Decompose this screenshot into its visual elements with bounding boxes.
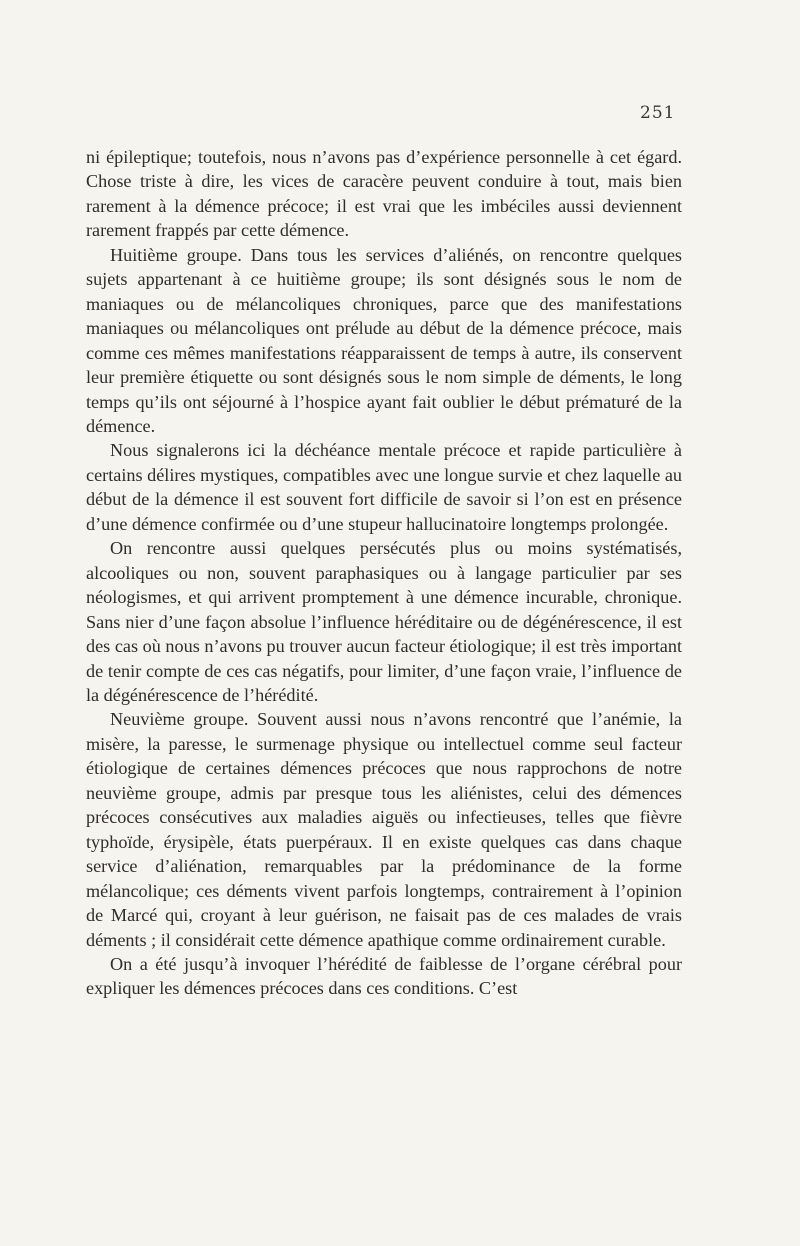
paragraph: Neuvième groupe. Souvent aussi nous n’avons rencontré que l’anémie, la misère, la paresse, le surmenage physique ou intellectuel comme seul facteur étiologique de certaines démences précoces que nous rapprochons de notre neuvième groupe, admis par presque tous les aliénistes, celui des démences précoces consécutives aux maladies aiguës ou infectieuses, telles que fièvre typhoïde, érysipèle, états puerpéraux. Il en existe quelques cas dans chaque service d’aliénation, remarquables par la prédominance de la forme mélancolique; ces déments vivent parfois longtemps, contrairement à l’opinion de Marcé qui, croyant à leur guérison, ne faisait pas de ces malades de vrais déments ; il considérait cette démence apathique comme ordinairement curable. [86,709,682,950]
page-number: 251 [640,103,676,123]
paragraph: Nous signalerons ici la déchéance mentale précoce et rapide particulière à certains délires mystiques, compatibles avec une longue survie et chez laquelle au début de la démence il est souvent fort difficile de savoir si l’on est en présence d’une démence confirmée ou d’une stupeur hallucinatoire longtemps prolongée. [86,440,682,534]
body-text [86,145,682,1001]
paragraph: ni épileptique; toutefois, nous n’avons pas d’expérience personnelle à cet égard. Chose triste à dire, les vices de caracère peuvent conduire à tout, mais bien rarement à la démence précoce; il est vrai que les imbéciles aussi deviennent rarement frappés par cette démence. [86,147,682,241]
paragraph: Huitième groupe. Dans tous les services d’aliénés, on rencontre quelques sujets appartenant à ce huitième groupe; ils sont désignés sous le nom de maniaques ou de mélancoliques chroniques, parce que des manifestations maniaques ou mélancoliques ont prélude au début de la démence précoce, mais comme ces mêmes manifestations réapparaissent de temps à autre, ils conservent leur première étiquette ou sont désignés sous le nom simple de déments, le long temps qu’ils ont séjourné à l’hospice ayant fait oublier le début prématuré de la démence. [86,244,682,436]
paragraph: On rencontre aussi quelques persécutés plus ou moins systématisés, alcooliques ou non, souvent paraphasiques ou à langage particulier par ses néologismes, et qui arrivent promptement à une démence incurable, chronique. Sans nier d’une façon absolue l’influence héréditaire ou de dégénérescence, il est des cas où nous n’avons pu trouver aucun facteur étiologique; il est très important de tenir compte de ces cas négatifs, pour limiter, d’une façon vraie, l’influence de la dégénérescence de l’hérédité. [86,538,682,705]
paragraph: On a été jusqu’à invoquer l’hérédité de faiblesse de l’organe cérébral pour expliquer les démences précoces dans ces conditions. C’est [86,953,682,999]
